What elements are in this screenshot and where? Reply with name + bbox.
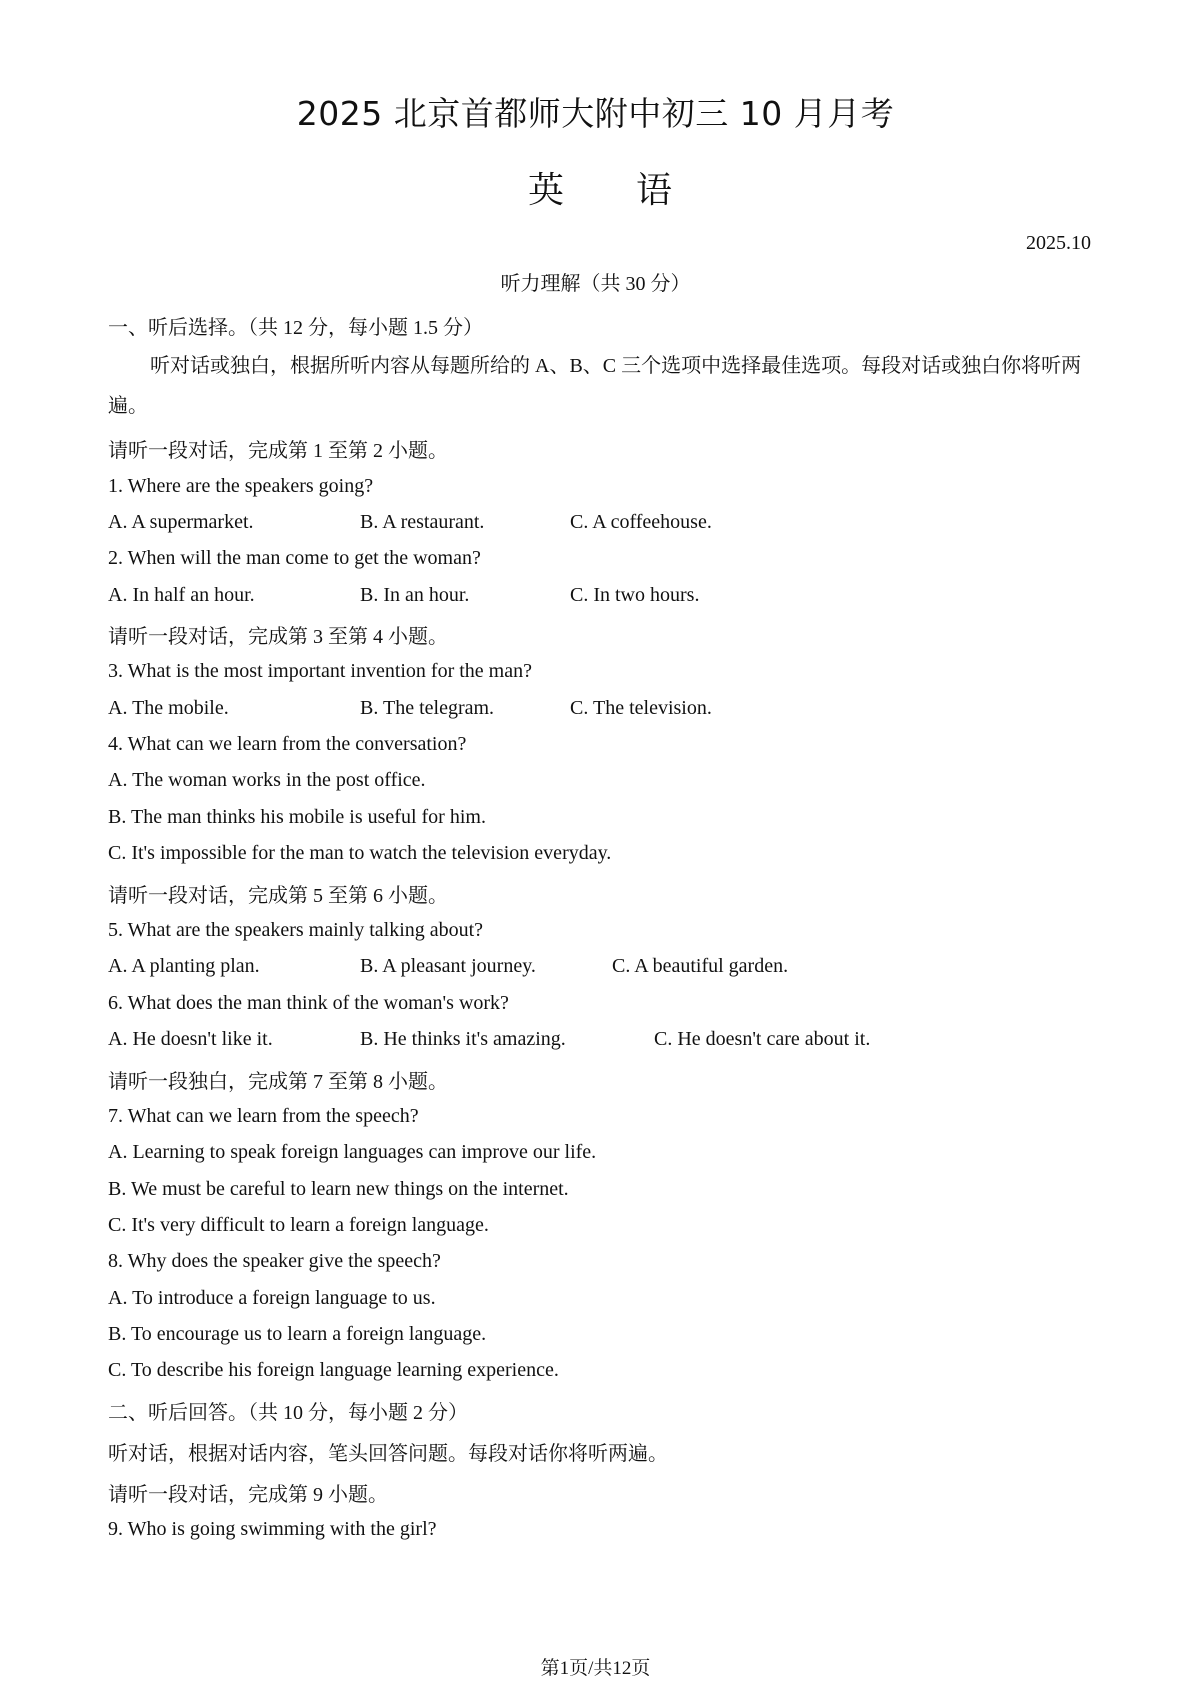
q7-option-a: A. Learning to speak foreign languages can improve our life. [108, 1141, 597, 1163]
page-number: 第1页/共12页 [540, 1658, 651, 1679]
question-2: 2. When will the man come to get the woman? [108, 547, 481, 569]
monologue-instruction: 请听一段独白，完成第 7 至第 8 小题。 [108, 1071, 448, 1093]
subject-char-2: 语 [636, 170, 673, 211]
q5-option-c: C. A beautiful garden. [612, 955, 789, 977]
q3-option-c: C. The television. [570, 697, 712, 719]
dialog-instruction-3: 请听一段对话，完成第 5 至第 6 小题。 [108, 885, 448, 907]
question-3: 3. What is the most important invention for the man? [108, 660, 532, 682]
q6-option-a: A. He doesn't like it. [108, 1028, 273, 1050]
question-1: 1. Where are the speakers going? [108, 475, 374, 497]
q6-option-c: C. He doesn't care about it. [654, 1028, 871, 1050]
q4-option-a: A. The woman works in the post office. [108, 769, 426, 791]
q7-option-c: C. It's very difficult to learn a foreign language. [108, 1214, 489, 1236]
part1-heading: 一、听后选择。（共 12 分，每小题 1.5 分） [108, 317, 483, 339]
q1-option-b: B. A restaurant. [360, 511, 485, 533]
q1-option-c: C. A coffeehouse. [570, 511, 712, 533]
q8-option-b: B. To encourage us to learn a foreign language. [108, 1323, 487, 1345]
q2-option-b: B. In an hour. [360, 584, 470, 606]
question-5: 5. What are the speakers mainly talking about? [108, 919, 484, 941]
part2-heading: 二、听后回答。（共 10 分，每小题 2 分） [108, 1402, 468, 1424]
question-8: 8. Why does the speaker give the speech? [108, 1250, 441, 1272]
question-6: 6. What does the man think of the woman's work? [108, 992, 509, 1014]
exam-title: 2025 北京首都师大附中初三 10 月月考 [296, 94, 895, 133]
q4-option-c: C. It's impossible for the man to watch the television everyday. [108, 842, 612, 864]
q3-option-a: A. The mobile. [108, 697, 229, 719]
subject-char-1: 英 [528, 170, 565, 211]
q7-option-b: B. We must be careful to learn new things on the internet. [108, 1178, 569, 1200]
dialog-instruction-1: 请听一段对话，完成第 1 至第 2 小题。 [108, 440, 448, 462]
question-7: 7. What can we learn from the speech? [108, 1105, 419, 1127]
part1-instruction: 听对话或独白，根据所听内容从每题所给的 A、B、C 三个选项中选择最佳选项。每段对话或独白你将听两遍。 [108, 355, 1082, 417]
q5-option-a: A. A planting plan. [108, 955, 260, 977]
q4-option-b: B. The man thinks his mobile is useful for him. [108, 806, 486, 828]
q3-option-b: B. The telegram. [360, 697, 495, 719]
q8-option-a: A. To introduce a foreign language to us. [108, 1287, 436, 1309]
dialog-instruction-2: 请听一段对话，完成第 3 至第 4 小题。 [108, 626, 448, 648]
q2-option-a: A. In half an hour. [108, 584, 255, 606]
q6-option-b: B. He thinks it's amazing. [360, 1028, 566, 1050]
q5-option-b: B. A pleasant journey. [360, 955, 536, 977]
question-4: 4. What can we learn from the conversation? [108, 733, 467, 755]
part2-instruction: 听对话，根据对话内容，笔头回答问题。每段对话你将听两遍。 [108, 1443, 668, 1465]
exam-date: 2025.10 [1026, 232, 1091, 254]
q1-option-a: A. A supermarket. [108, 511, 254, 533]
q8-option-c: C. To describe his foreign language learning experience. [108, 1359, 559, 1381]
dialog-instruction-4: 请听一段对话，完成第 9 小题。 [108, 1484, 388, 1506]
q2-option-c: C. In two hours. [570, 584, 700, 606]
question-9: 9. Who is going swimming with the girl? [108, 1518, 437, 1540]
section-heading: 听力理解（共 30 分） [500, 273, 691, 295]
